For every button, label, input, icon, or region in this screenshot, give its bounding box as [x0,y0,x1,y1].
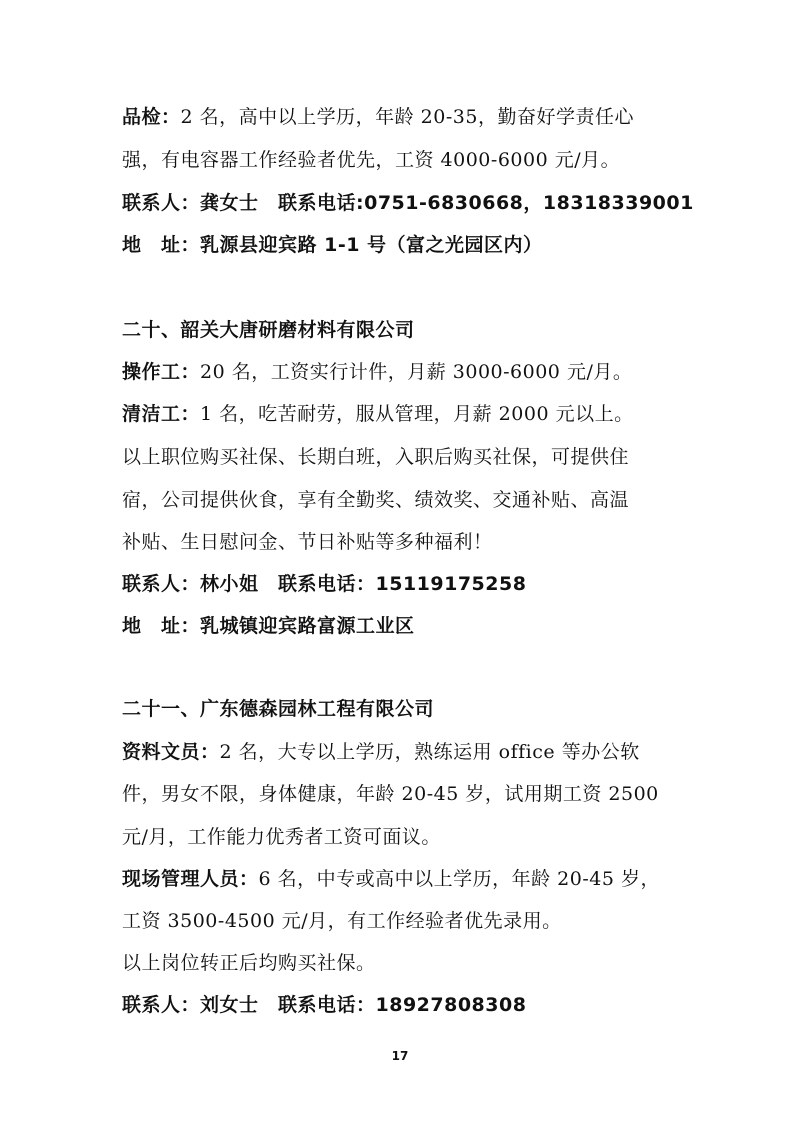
job-description: 20 名，工资实行计件，月薪 3000-6000 元/月。 [200,361,633,383]
page-number: 17 [391,1049,409,1063]
job-description: 2 名，大专以上学历，熟练运用 office 等办公软 [219,741,640,763]
job-line [122,866,692,892]
contact-line: 联系人：林小姐 联系电话：15119175258 [122,573,527,595]
job-description: 1 名，吃苦耐劳，服从管理，月薪 2000 元以上。 [200,403,634,425]
company-heading: 二十、韶关大唐研磨材料有限公司 [122,319,415,341]
job-title-quality-inspector: 品检： [122,106,181,128]
job-description-continued: 元/月，工作能力优秀者工资可面议。 [122,826,441,848]
address-line: 地 址：乳城镇迎宾路富源工业区 [122,615,415,637]
job-description-continued: 强，有电容器工作经验者优先，工资 4000-6000 元/月。 [122,149,621,171]
note-text: 以上岗位转正后均购买社保。 [122,952,376,974]
job-line [122,739,692,765]
job-title-data-clerk: 资料文员： [122,741,220,763]
job-line [122,401,692,427]
job-title-site-manager: 现场管理人员： [122,868,259,890]
contact-line: 联系人：龚女士 联系电话:0751-6830668，18318339001 [122,192,694,214]
job-line [122,104,692,130]
company-heading: 二十一、广东德森园林工程有限公司 [122,698,435,720]
job-description: 6 名，中专或高中以上学历，年龄 20-45 岁， [258,868,660,890]
job-description-continued: 工资 3500-4500 元/月，有工作经验者优先录用。 [122,910,562,932]
address-line: 地 址：乳源县迎宾路 1-1 号（富之光园区内） [122,234,543,256]
job-description: 2 名，高中以上学历，年龄 20-35，勤奋好学责任心 [180,106,634,128]
job-line [122,359,692,385]
contact-line: 联系人：刘女士 联系电话：18927808308 [122,994,527,1016]
job-title-cleaner: 清洁工： [122,403,201,425]
benefits-text: 补贴、生日慰问金、节日补贴等多种福利！ [122,531,493,553]
benefits-text: 以上职位购买社保、长期白班，入职后购买社保，可提供住 [122,446,630,468]
job-description-continued: 件，男女不限，身体健康，年龄 20-45 岁，试用期工资 2500 [122,783,659,805]
job-title-operator: 操作工： [122,361,201,383]
benefits-text: 宿，公司提供伙食，享有全勤奖、绩效奖、交通补贴、高温 [122,489,630,511]
